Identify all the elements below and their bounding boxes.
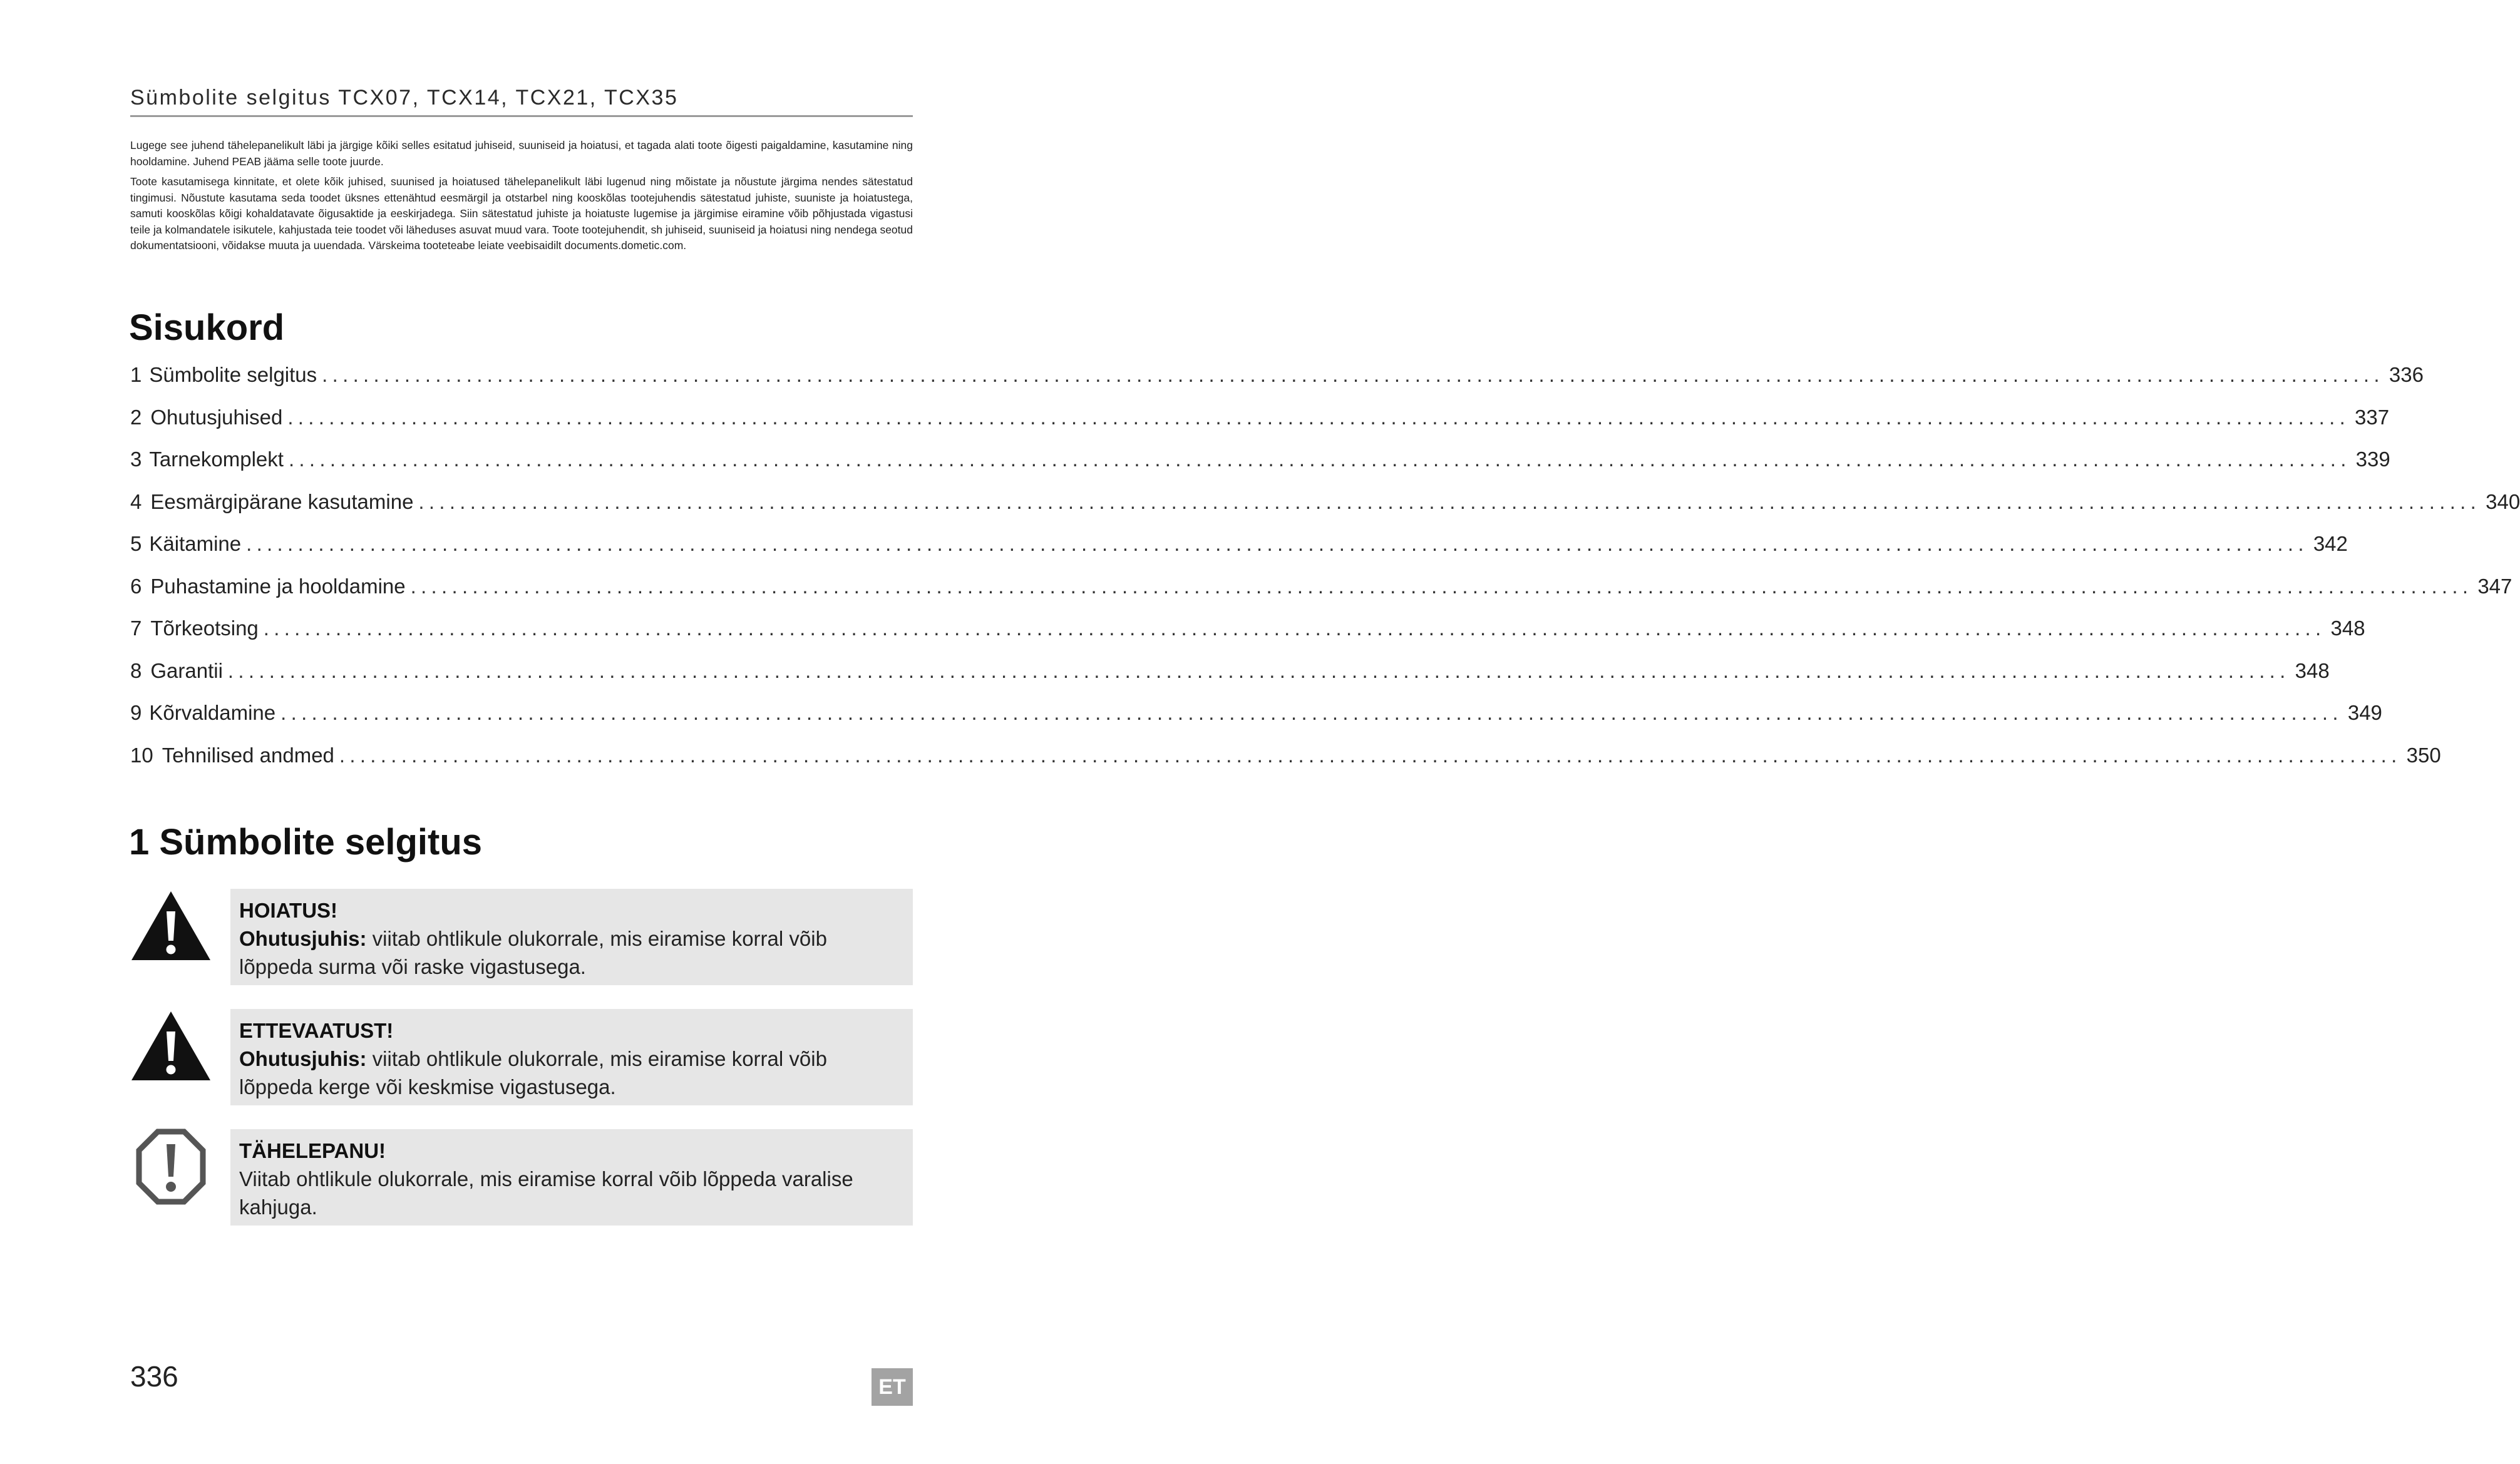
toc-leader-dots: ........................................................................................................................................................................................................ — [339, 743, 2402, 767]
notice-heading: HOIATUS! — [239, 899, 338, 922]
notice-text-box — [230, 889, 913, 985]
toc-entry-number: 10 — [130, 743, 153, 767]
toc-entry[interactable] — [130, 405, 2390, 448]
toc-leader-dots: ........................................................................................................................................................................................................ — [410, 574, 2473, 598]
toc-leader-dots: ........................................................................................................................................................................................................ — [246, 532, 2308, 555]
page-number: 336 — [130, 1360, 178, 1393]
toc-entry-title: Tarnekomplekt — [149, 448, 284, 471]
toc-entry-title: Tehnilised andmed — [162, 743, 334, 767]
toc-title: Sisukord — [129, 307, 285, 348]
notice-text-box — [230, 1009, 913, 1105]
toc-entry-number: 4 — [130, 489, 142, 513]
toc-entry[interactable] — [130, 448, 2390, 490]
toc-leader-dots: ........................................................................................................................................................................................................ — [227, 658, 2290, 682]
toc-leader-dots: ........................................................................................................................................................................................................ — [418, 489, 2481, 513]
toc-entry[interactable] — [130, 532, 2348, 575]
notice-label: Ohutusjuhis: — [239, 1047, 367, 1070]
toc-entry-title: Eesmärgipärane kasutamine — [150, 489, 414, 513]
toc-entry-number: 1 — [130, 363, 142, 386]
intro-text — [130, 138, 913, 259]
warning-notice — [130, 889, 913, 985]
toc-entry-page: 350 — [2406, 743, 2441, 767]
toc-entry-number: 3 — [130, 448, 142, 471]
toc-entry-number: 8 — [130, 658, 142, 682]
toc-entry-page: 337 — [2355, 405, 2390, 429]
toc-entry-page: 340 — [2486, 489, 2520, 513]
toc-entry-number: 5 — [130, 532, 142, 555]
caution-notice — [130, 1009, 913, 1105]
table-of-contents — [130, 363, 2520, 786]
toc-entry[interactable] — [130, 489, 2520, 533]
toc-entry-title: Puhastamine ja hooldamine — [150, 574, 406, 598]
toc-entry[interactable] — [130, 701, 2382, 744]
toc-leader-dots: ........................................................................................................................................................................................................ — [280, 701, 2343, 724]
toc-entry-page: 348 — [2330, 617, 2365, 640]
section-title: 1 Sümbolite selgitus — [129, 822, 482, 863]
toc-entry-page: 348 — [2295, 658, 2330, 682]
toc-entry[interactable] — [130, 574, 2512, 617]
toc-entry[interactable] — [130, 743, 2441, 786]
notice-text: Viitab ohtlikule olukorrale, mis eiramise korral võib lõppeda varalise kahjuga. — [239, 1167, 853, 1219]
notice-heading: ETTEVAATUST! — [239, 1019, 394, 1042]
warning-triangle-icon — [130, 889, 212, 964]
toc-entry-title: Käitamine — [149, 532, 242, 555]
language-badge: ET — [872, 1368, 913, 1406]
intro-paragraph: Lugege see juhend tähelepanelikult läbi ja järgige kõiki selles esitatud juhiseid, suuniseid ja hoiatusi, et tagada alati toote õigesti paigaldamine, kasutamine ning hooldamine. Juhend PEAB jääma selle toote juurde. — [130, 139, 913, 168]
toc-leader-dots: ........................................................................................................................................................................................................ — [288, 448, 2351, 471]
toc-entry-number: 7 — [130, 617, 142, 640]
notice-text-box — [230, 1129, 913, 1226]
toc-leader-dots: ........................................................................................................................................................................................................ — [287, 405, 2350, 429]
toc-entry[interactable] — [130, 617, 2365, 659]
toc-entry-number: 6 — [130, 574, 142, 598]
toc-entry[interactable] — [130, 658, 2330, 702]
notice-heading: TÄHELEPANU! — [239, 1139, 386, 1162]
toc-entry-title: Kõrvaldamine — [149, 701, 276, 724]
toc-entry-page: 347 — [2477, 574, 2512, 598]
notice-octagon-icon — [130, 1129, 212, 1204]
notice-label: Ohutusjuhis: — [239, 927, 367, 950]
toc-entry-number: 2 — [130, 405, 142, 429]
notice-text: viitab ohtlikule olukorrale, mis eiramise korral võib lõppeda surma või raske vigastusega. — [239, 927, 827, 978]
toc-entry-title: Ohutusjuhised — [150, 405, 283, 429]
toc-entry-page: 349 — [2347, 701, 2382, 724]
toc-leader-dots: ........................................................................................................................................................................................................ — [263, 617, 2326, 640]
notice-notice — [130, 1129, 913, 1226]
intro-paragraph: Toote kasutamisega kinnitate, et olete kõik juhised, suunised ja hoiatused tähelepanelikult läbi lugenud ning mõistate ja nõustute järgima nendes sätestatud tingimusi. Nõustute kasutama seda toodet üksnes ettenähtud eesmärgil ja otstarbel ning kooskõlas tootejuhendis sätestatud juhiste, suuniste ja hoiatustega, samuti kooskõlas kõigi kohaldatavate õigusaktide ja eeskirjadega. Siin sätestatud juhiste ja hoiatuste lugemise ja järgimise eiramine võib põhjustada vigastusi teile ja kolmandatele isikutele, kahjustada teie toodet või läheduses asuvat muud vara. Toote tootejuhendit, sh juhiseid, suuniseid ja hoiatusi ning nendega seotud dokumentatsiooni, võidakse muuta ja uuendada. Värskeima tooteteabe leiate veebisaidilt documents.dometic.com. — [130, 175, 913, 252]
toc-entry-title: Tõrkeotsing — [150, 617, 259, 640]
toc-entry-page: 336 — [2389, 363, 2424, 386]
running-header: Sümbolite selgitus TCX07, TCX14, TCX21, TCX35 — [130, 85, 913, 117]
toc-entry-title: Garantii — [150, 658, 223, 682]
toc-entry-title: Sümbolite selgitus — [149, 363, 317, 386]
toc-entry-number: 9 — [130, 701, 142, 724]
toc-entry-page: 342 — [2313, 532, 2348, 555]
caution-triangle-icon — [130, 1009, 212, 1084]
notice-text: viitab ohtlikule olukorrale, mis eiramise korral võib lõppeda kerge või keskmise vigastusega. — [239, 1047, 827, 1098]
toc-leader-dots: ........................................................................................................................................................................................................ — [322, 363, 2384, 386]
toc-entry[interactable] — [130, 363, 2424, 406]
toc-entry-page: 339 — [2355, 448, 2390, 471]
